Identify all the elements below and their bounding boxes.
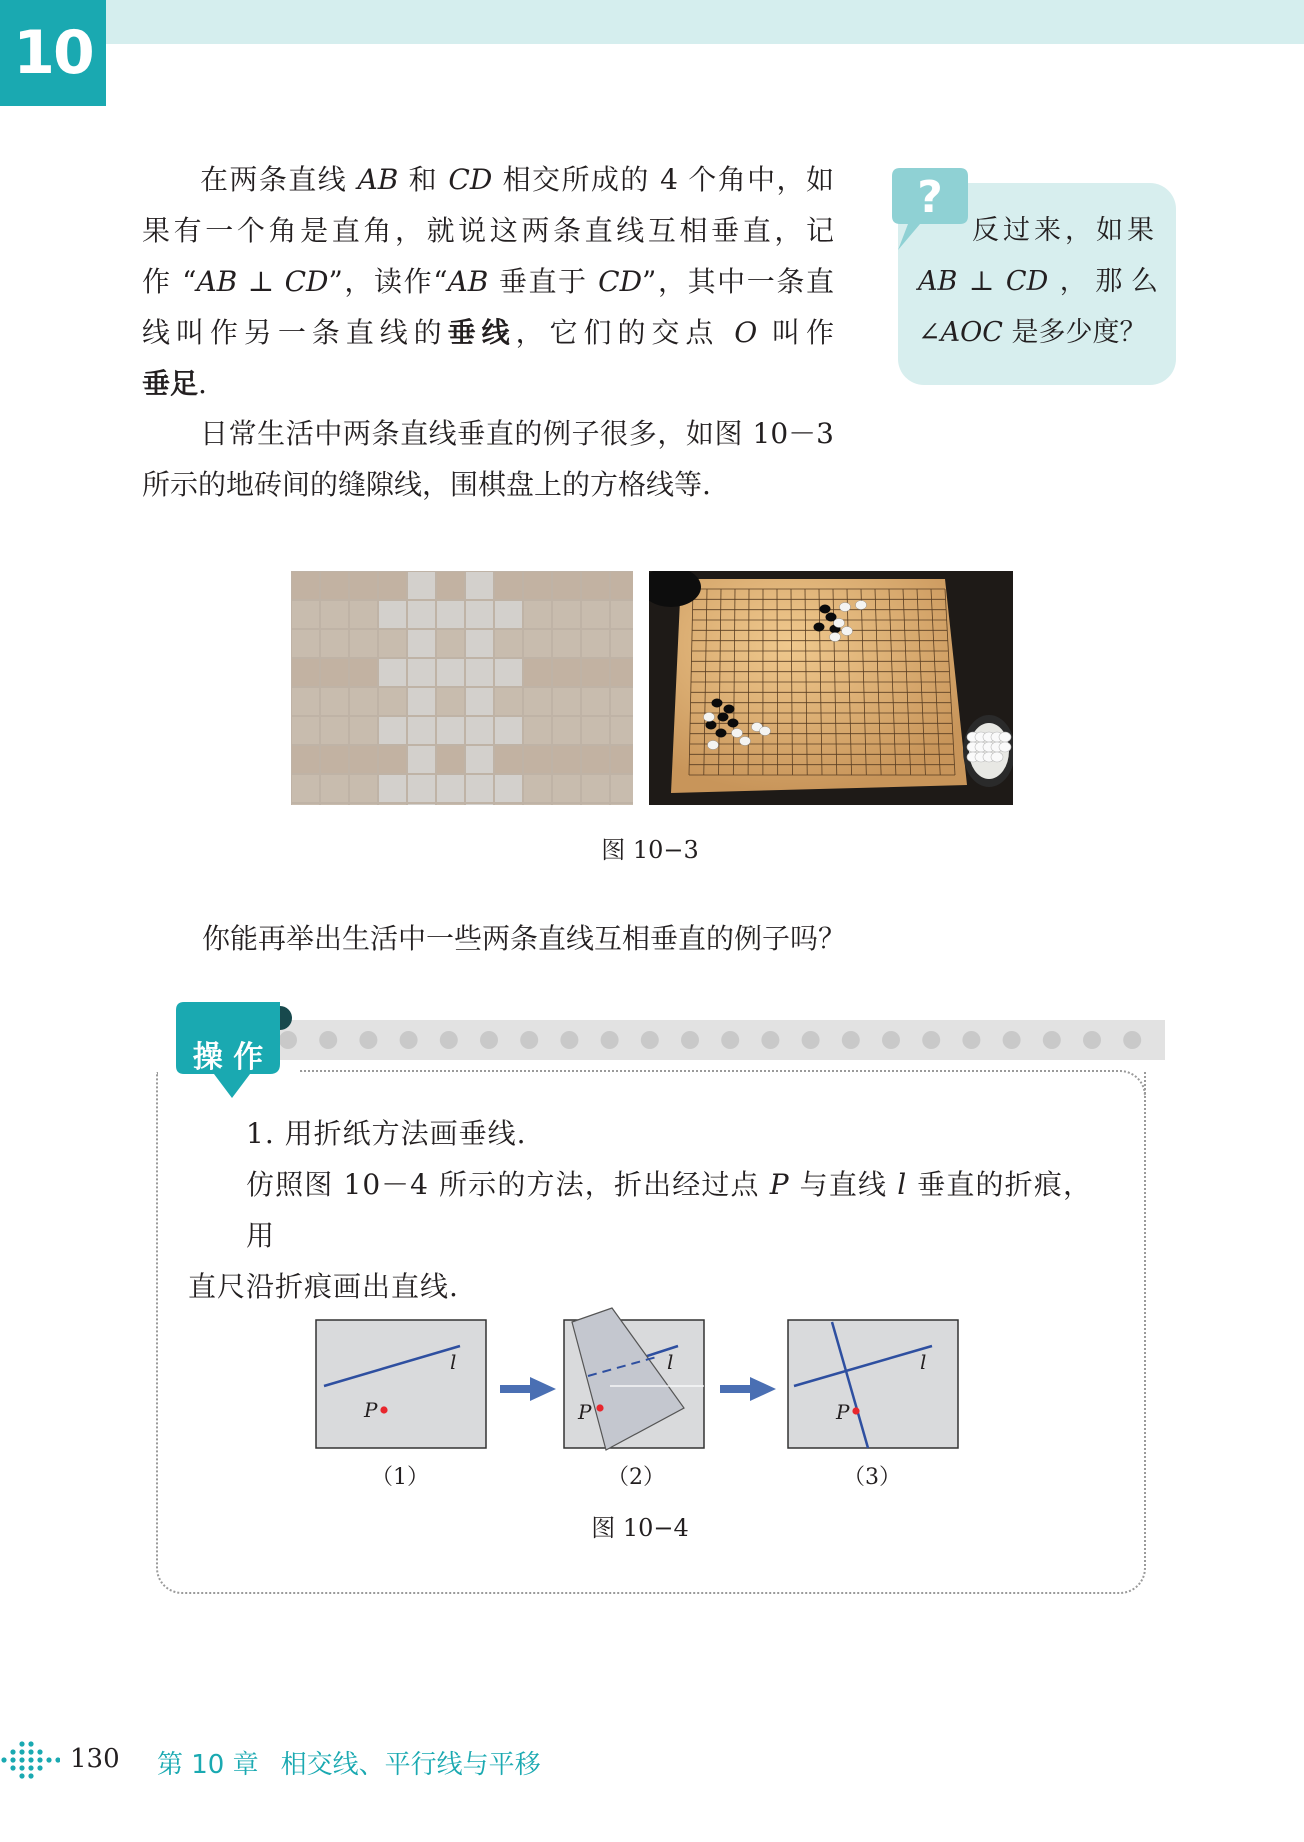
question-bubble-text bbox=[918, 205, 1158, 358]
operation-header-band bbox=[270, 1020, 1165, 1060]
operation-tab-label: 操 作 bbox=[192, 1040, 264, 1075]
text-line: 垂足. bbox=[142, 367, 207, 400]
operation-instructions bbox=[188, 1159, 1092, 1312]
panel-2 bbox=[564, 1308, 704, 1450]
paragraph-daily-examples bbox=[142, 408, 834, 510]
footer-chapter-title: 第 10 章 相交线、平行线与平移 bbox=[157, 1750, 541, 1780]
panel-label-1: （1） bbox=[371, 1465, 429, 1490]
line-l-label-2: l bbox=[667, 1350, 674, 1374]
text-line: 果有一个角是直角，就说这两条直线互相垂直，记 bbox=[142, 214, 834, 247]
bubble-line: 反过来，如果 bbox=[972, 215, 1158, 246]
text-line: 在两条直线 AB 和 CD 相交所成的 4 个角中，如 bbox=[200, 163, 834, 196]
bubble-line: ∠AOC 是多少度？ bbox=[918, 317, 1147, 348]
paragraph-perpendicular-definition bbox=[142, 154, 834, 409]
text-line: 作 “AB ⊥ CD”，读作“AB 垂直于 CD”，其中一条直 bbox=[142, 265, 834, 298]
text-line: 线叫作另一条直线的垂线，它们的交点 O 叫作 bbox=[142, 316, 834, 349]
text-line: 日常生活中两条直线垂直的例子很多，如图 10－3 bbox=[200, 417, 834, 450]
panel-label-2: （2） bbox=[607, 1465, 665, 1490]
page-number: 130 bbox=[70, 1744, 120, 1774]
figure-10-4-caption: 图 10−4 bbox=[591, 1514, 689, 1542]
panel-label-3: （3） bbox=[843, 1465, 901, 1490]
bubble-line: AB ⊥ CD ， 那 么 bbox=[918, 266, 1158, 297]
point-p-label-1: P bbox=[364, 1398, 378, 1422]
point-p-label-3: P bbox=[836, 1400, 850, 1424]
point-p-label-2: P bbox=[578, 1400, 592, 1424]
svg-text:?: ? bbox=[917, 172, 943, 223]
line-l-label-1: l bbox=[450, 1350, 457, 1374]
arrow-right-icon bbox=[500, 1377, 556, 1401]
floor-tiles-photo bbox=[291, 571, 633, 805]
text-line: 所示的地砖间的缝隙线，围棋盘上的方格线等. bbox=[142, 468, 711, 501]
text-line: 仿照图 10－4 所示的方法，折出经过点 P 与直线 l 垂直的折痕，用 bbox=[246, 1168, 1092, 1252]
panel-3 bbox=[788, 1320, 958, 1448]
panel-1 bbox=[316, 1320, 486, 1448]
chapter-number-badge: 10 bbox=[0, 0, 106, 106]
operation-item-title: 1. 用折纸方法画垂线. bbox=[246, 1117, 527, 1150]
figure-10-3-caption: 图 10−3 bbox=[601, 836, 699, 864]
footer-dots-icon bbox=[0, 1740, 60, 1782]
header-band bbox=[0, 0, 1304, 44]
figure-10-4 bbox=[310, 1300, 970, 1460]
text-line: 直尺沿折痕画出直线. bbox=[188, 1270, 459, 1303]
arrow-right-icon bbox=[720, 1377, 776, 1401]
example-question: 你能再举出生活中一些两条直线互相垂直的例子吗？ bbox=[202, 922, 847, 955]
go-board-photo bbox=[649, 571, 1013, 805]
line-l-label-3: l bbox=[920, 1350, 927, 1374]
